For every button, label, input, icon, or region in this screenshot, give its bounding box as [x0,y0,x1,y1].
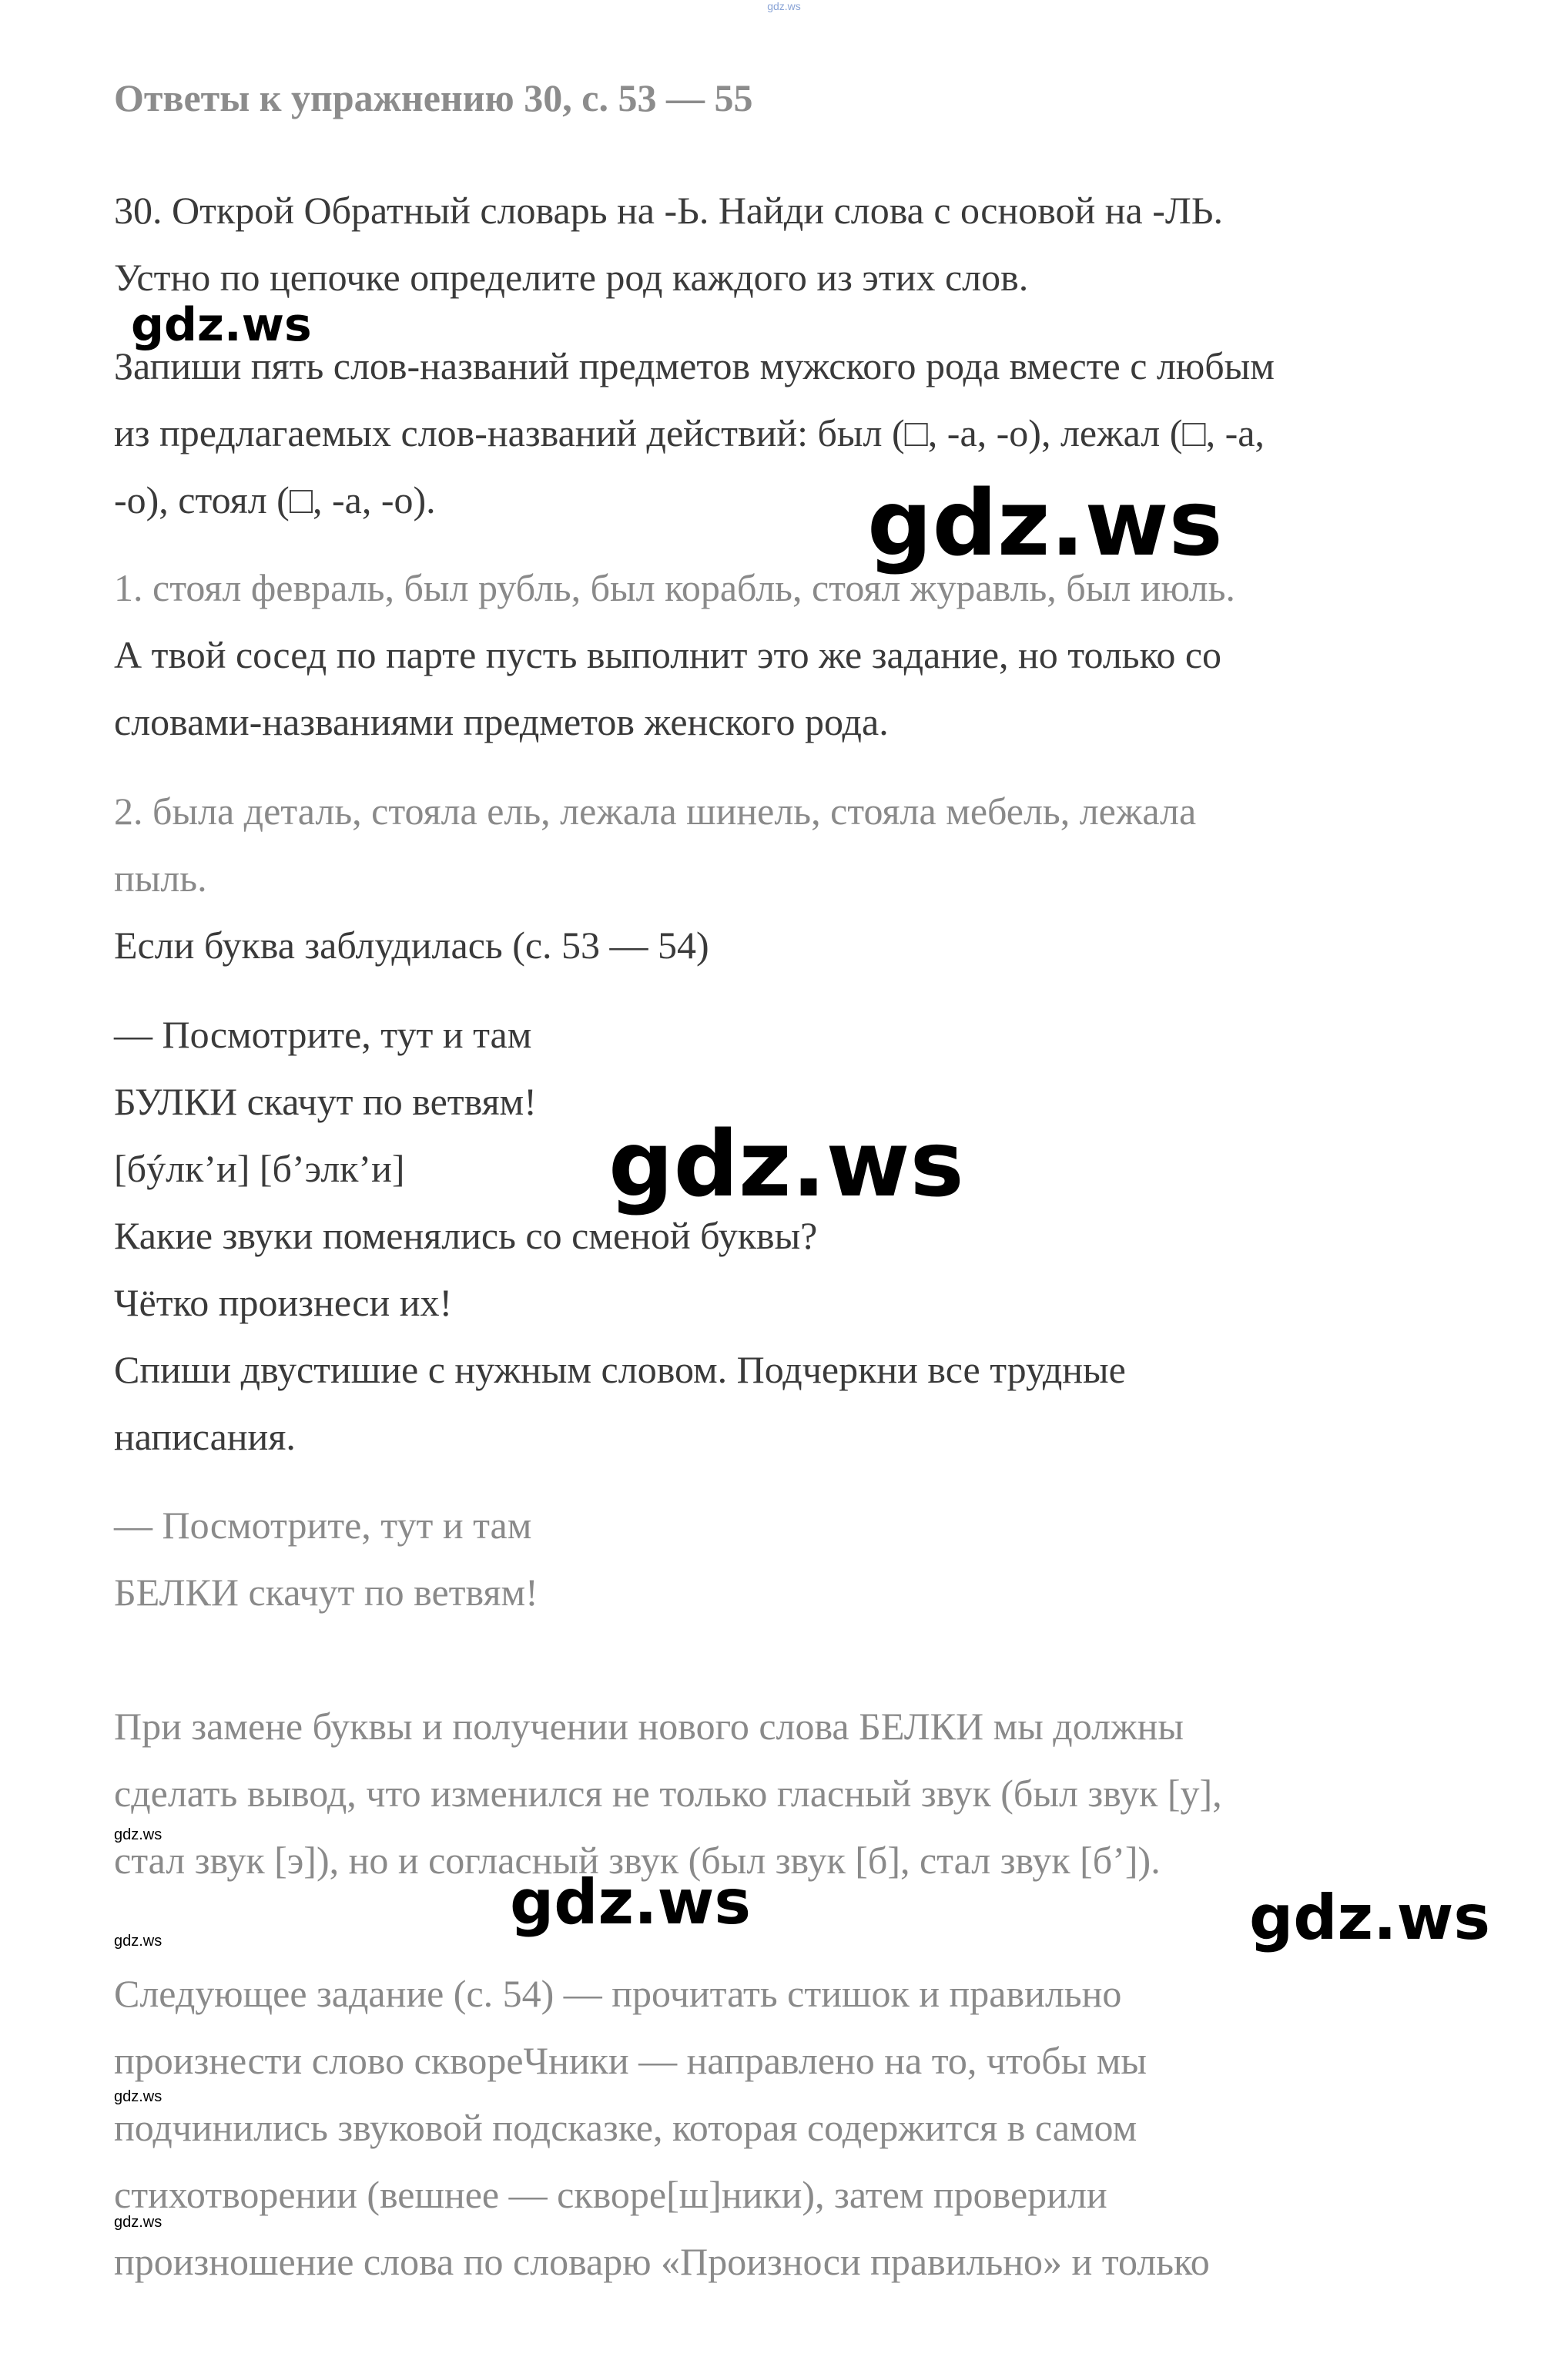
conclusion [114,1693,1500,1894]
text-line: стал звук [э]), но и согласный звук (был звук [б], стал звук [б’]). [114,1839,1161,1882]
text-line: пыль. [114,857,207,900]
text-line: подчинились звуковой подсказке, которая содержится в самом [114,2106,1137,2149]
text-line: написания. [114,1415,296,1458]
watermark-gdz: gdz.ws [1249,1882,1491,1953]
text-line: произнести слово скворeЧники — направлено на то, чтобы мы [114,2039,1148,2082]
text-line: 30. Открой Обратный словарь на -Ь. Найди слова с основой на -ЛЬ. [114,189,1223,232]
text-line: Какие звуки поменялись со сменой буквы? [114,1214,818,1257]
text-line: словами-названиями предметов женского рода. [114,700,889,743]
watermark-gdz: gdz.ws [867,470,1223,576]
text-line: произношение слова по словарю «Произноси правильно» и только [114,2240,1210,2283]
poem-task [114,1001,1500,1470]
watermark-small: gdz.ws [114,1826,162,1843]
text-line: Если буква заблудилась (с. 53 — 54) [114,924,709,967]
text-line: стихотворении (вешнее — сквоpe[ш]ники), затем проверили [114,2173,1107,2216]
text-line: Спиши двустишие с нужным словом. Подчеркни все трудные [114,1348,1126,1391]
text-line: БЕЛКИ скачут по ветвям! [114,1571,538,1614]
text-line: Запиши пять слов-названий предметов мужского рода вместе с любым [114,344,1275,387]
text-line: Устно по цепочке определите род каждого из этих слов. [114,256,1029,299]
watermark-gdz: gdz.ws [131,298,312,352]
poem-answer [114,1492,1500,1626]
text-line: 1. стоял февраль, был рубль, был корабль, стоял журавль, был июль. [114,566,1235,609]
text-line: При замене буквы и получении нового слова БЕЛКИ мы должны [114,1705,1184,1748]
text-line: Следующее задание (с. 54) — прочитать стишок и правильно [114,1972,1122,2015]
watermark-small: gdz.ws [114,1933,162,1950]
answer-2 [114,778,1500,912]
text-line: -о), стоял (□, -а, -о). [114,478,436,521]
text-line: БУЛКИ скачут по ветвям! [114,1080,537,1123]
text-line: сделать вывод, что изменился не только гласный звук (был звук [у], [114,1772,1222,1815]
next-task [114,1960,1500,2295]
page-heading: Ответы к упражнению 30, с. 53 — 55 [114,76,753,119]
answer-1 [114,555,1500,622]
text-line: А твой сосед по парте пусть выполнит это же задание, но только со [114,633,1222,676]
watermark-gdz: gdz.ws [608,1111,964,1217]
top-watermark: gdz.ws [767,0,801,12]
task-neighbor [114,622,1500,756]
text-line: — Посмотрите, тут и там [114,1504,532,1547]
watermark-gdz: gdz.ws [510,1866,752,1938]
watermark-small: gdz.ws [114,2088,162,2105]
text-line: — Посмотрите, тут и там [114,1013,532,1056]
text-line: из предлагаемых слов-названий действий: был (□, -а, -о), лежал (□, -а, [114,411,1265,454]
text-line: [бýлк’и] [б’элк’и] [114,1147,405,1190]
text-line: Чётко произнеси их! [114,1281,453,1324]
watermark-small: gdz.ws [114,2214,162,2231]
section-title [114,912,1500,979]
text-line: 2. была деталь, стояла ель, лежала шинель, стояла мебель, лежала [114,790,1197,833]
task-write [114,333,1500,534]
task-intro [114,177,1500,311]
